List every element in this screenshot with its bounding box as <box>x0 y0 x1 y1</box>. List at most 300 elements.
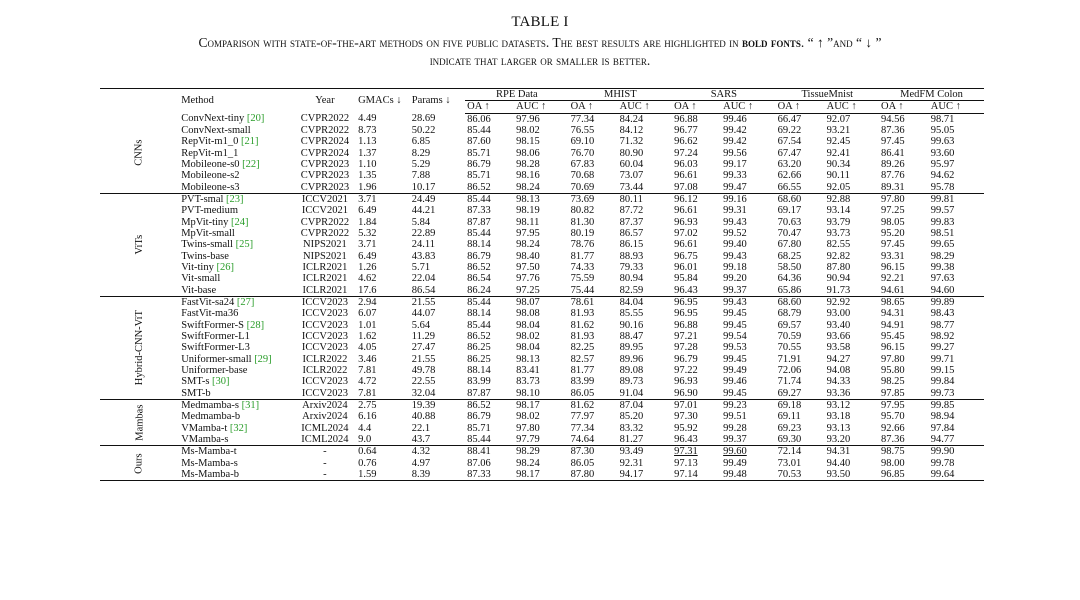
auc-cell: 80.90 <box>619 147 644 159</box>
table-row <box>100 205 984 216</box>
params-cell: 44.21 <box>411 205 436 217</box>
year-cell: CVPR2022 <box>300 124 350 136</box>
auc-cell: 93.58 <box>826 342 851 354</box>
table-row <box>100 469 984 481</box>
oa-cell: 68.60 <box>777 296 802 308</box>
params-cell: 28.69 <box>411 113 436 125</box>
params-cell: 22.1 <box>411 422 431 434</box>
method-name: Medmamba-s <box>181 399 239 411</box>
oa-cell: 71.91 <box>777 353 802 365</box>
oa-cell: 86.54 <box>467 273 491 285</box>
oa-cell: 85.44 <box>467 193 491 205</box>
auc-cell: 82.59 <box>618 285 672 297</box>
oa-cell: 96.95 <box>674 296 698 308</box>
auc-cell: 99.43 <box>723 296 747 308</box>
oa-cell: 96.15 <box>881 342 905 354</box>
oa-cell: 77.34 <box>570 422 595 434</box>
oa-cell: 81.30 <box>570 216 595 228</box>
oa-cell: 87.06 <box>467 457 491 469</box>
citation-link[interactable]: [21] <box>240 136 259 148</box>
auc-cell: 98.10 <box>514 388 568 400</box>
year-cell: ICCV2023 <box>301 319 348 331</box>
params-cell: 5.29 <box>411 158 431 170</box>
method-name: RepVit-m1_0 <box>181 136 239 148</box>
method-cell <box>179 262 294 273</box>
auc-cell: 99.45 <box>723 308 747 320</box>
gmacs-cell: 1.10 <box>358 158 377 170</box>
citation-link[interactable]: [24] <box>231 216 249 228</box>
method-cell <box>179 170 294 181</box>
auc-cell: 97.79 <box>514 434 568 446</box>
auc-cell: 93.18 <box>826 411 851 423</box>
group-label <box>100 193 179 296</box>
oa-cell: 97.31 <box>674 446 698 458</box>
auc-cell: 93.21 <box>826 124 851 136</box>
method-name: Vit-base <box>181 284 217 296</box>
params-cell: 11.29 <box>411 330 436 342</box>
citation-link[interactable]: [31] <box>241 399 260 411</box>
params-cell: 22.04 <box>411 273 436 285</box>
table-row <box>100 308 984 319</box>
oa-cell: 94.91 <box>881 319 905 331</box>
oa-cell: 87.33 <box>465 469 514 481</box>
auc-cell: 93.49 <box>619 446 644 458</box>
auc-cell: 88.47 <box>619 330 644 342</box>
oa-cell: 87.36 <box>881 124 905 136</box>
method-name: Vit-tiny <box>181 261 214 273</box>
method-cell <box>179 388 294 400</box>
header-auc: AUC ↑ <box>721 101 775 113</box>
auc-cell: 99.46 <box>723 376 747 388</box>
auc-cell: 98.07 <box>516 296 540 308</box>
oa-cell: 98.05 <box>881 216 905 228</box>
oa-cell: 83.99 <box>570 376 595 388</box>
gmacs-cell: 8.73 <box>358 124 377 136</box>
auc-cell: 99.81 <box>930 193 955 205</box>
method-name: Medmamba-b <box>181 411 241 423</box>
auc-cell: 92.07 <box>826 113 851 125</box>
method-cell <box>179 399 294 411</box>
table-row <box>100 411 984 422</box>
method-cell <box>179 251 294 262</box>
oa-cell: 65.86 <box>776 285 825 297</box>
oa-cell: 70.68 <box>570 170 595 182</box>
auc-cell: 87.80 <box>826 261 851 273</box>
caption-line-1-suffix: . “ ↑ ”and “ ↓ ” <box>800 35 882 50</box>
method-name: SMT-s <box>181 376 210 388</box>
oa-cell: 86.52 <box>465 182 514 194</box>
oa-cell: 63.20 <box>777 158 802 170</box>
auc-cell: 98.28 <box>516 158 540 170</box>
oa-cell: 86.25 <box>467 342 491 354</box>
auc-cell: 99.60 <box>723 446 747 458</box>
citation-link[interactable]: [26] <box>216 261 234 273</box>
auc-cell: 99.85 <box>930 399 955 411</box>
oa-cell: 69.23 <box>777 422 802 434</box>
citation-link[interactable]: [22] <box>242 158 260 170</box>
oa-cell: 69.22 <box>777 124 802 136</box>
oa-cell: 97.01 <box>674 399 698 411</box>
auc-cell: 92.41 <box>826 147 851 159</box>
oa-cell: 85.44 <box>467 296 491 308</box>
citation-link[interactable]: [27] <box>236 296 255 308</box>
oa-cell: 97.02 <box>674 227 698 239</box>
auc-cell: 97.80 <box>516 422 540 434</box>
table-row <box>100 148 984 159</box>
oa-cell: 95.70 <box>881 411 905 423</box>
auc-cell: 88.93 <box>619 250 644 262</box>
params-cell: 22.89 <box>411 227 436 239</box>
auc-cell: 91.04 <box>618 388 672 400</box>
auc-cell: 99.28 <box>723 422 747 434</box>
params-cell: 24.49 <box>411 193 436 205</box>
gmacs-cell: 7.81 <box>356 388 410 400</box>
oa-cell: 70.47 <box>777 227 802 239</box>
params-cell: 27.47 <box>411 342 436 354</box>
auc-cell: 98.29 <box>930 250 955 262</box>
oa-cell: 96.93 <box>674 216 698 228</box>
params-cell: 32.04 <box>410 388 465 400</box>
gmacs-cell: 1.84 <box>358 216 377 228</box>
oa-cell: 72.14 <box>777 446 802 458</box>
method-name: SwiftFormer-L1 <box>181 330 250 342</box>
gmacs-cell: 3.71 <box>358 239 377 251</box>
auc-cell: 99.52 <box>723 227 747 239</box>
auc-cell: 94.31 <box>826 446 851 458</box>
oa-cell: 96.75 <box>674 250 698 262</box>
auc-cell: 99.20 <box>723 273 747 285</box>
year-cell: ICLR2022 <box>302 364 348 376</box>
citation-link[interactable]: [20] <box>246 113 265 125</box>
auc-cell: 95.78 <box>929 182 984 194</box>
year-cell: NIPS2021 <box>303 250 347 262</box>
auc-cell: 97.95 <box>516 227 540 239</box>
oa-cell: 74.33 <box>570 261 595 273</box>
table-row <box>100 193 984 205</box>
method-cell <box>179 423 294 434</box>
citation-link[interactable]: [29] <box>254 353 272 365</box>
oa-cell: 97.25 <box>881 205 905 217</box>
method-cell <box>179 458 294 469</box>
oa-cell: 96.79 <box>674 353 698 365</box>
auc-cell: 98.02 <box>516 411 540 423</box>
year-cell: - <box>323 446 327 458</box>
table-row <box>100 331 984 342</box>
header-oa: OA ↑ <box>776 101 825 113</box>
auc-cell: 90.34 <box>826 158 851 170</box>
method-cell <box>179 148 294 159</box>
oa-cell: 77.97 <box>570 411 595 423</box>
comparison-table <box>100 88 984 481</box>
table-row <box>100 446 984 458</box>
auc-cell: 90.94 <box>826 273 851 285</box>
oa-cell: 96.61 <box>674 239 698 251</box>
oa-cell: 82.25 <box>570 342 595 354</box>
oa-cell: 69.18 <box>777 399 802 411</box>
params-cell: 43.83 <box>411 250 436 262</box>
oa-cell: 81.77 <box>570 364 595 376</box>
table-row <box>100 159 984 170</box>
auc-cell: 80.11 <box>619 193 643 205</box>
oa-cell: 96.88 <box>674 113 698 125</box>
oa-cell: 97.45 <box>881 136 905 148</box>
oa-cell: 98.25 <box>881 376 905 388</box>
year-cell: CVPR2023 <box>294 182 356 194</box>
group-label <box>100 446 179 481</box>
auc-cell: 94.17 <box>618 469 672 481</box>
auc-cell: 98.04 <box>516 342 540 354</box>
oa-cell: 76.70 <box>570 147 595 159</box>
auc-cell: 99.45 <box>723 319 747 331</box>
oa-cell: 96.85 <box>879 469 929 481</box>
gmacs-cell: 3.71 <box>358 193 377 205</box>
year-cell: NIPS2021 <box>303 239 347 251</box>
oa-cell: 96.90 <box>672 388 721 400</box>
oa-cell: 97.14 <box>672 469 721 481</box>
oa-cell: 95.92 <box>674 422 698 434</box>
auc-cell: 98.94 <box>930 411 955 423</box>
header-dataset: TissueMnist <box>776 89 879 101</box>
table-row <box>100 136 984 147</box>
auc-cell: 98.51 <box>930 227 955 239</box>
method-name: Mobileone-s2 <box>181 170 240 182</box>
method-name: Ms-Mamba-b <box>181 468 239 480</box>
oa-cell: 86.05 <box>569 388 618 400</box>
oa-cell: 81.93 <box>570 330 595 342</box>
oa-cell: 96.15 <box>881 261 905 273</box>
oa-cell: 69.11 <box>777 411 801 423</box>
method-name: MpVit-small <box>181 227 235 239</box>
citation-link[interactable]: [28] <box>246 319 265 331</box>
oa-cell: 85.44 <box>467 319 491 331</box>
oa-cell: 89.26 <box>881 158 905 170</box>
header-dataset: SARS <box>672 89 775 101</box>
group-label-text: Mambas <box>133 404 145 441</box>
header-auc: AUC ↑ <box>618 101 672 113</box>
table-row <box>100 182 984 194</box>
year-cell: ICCV2021 <box>301 205 348 217</box>
year-cell: ICCV2023 <box>301 296 348 308</box>
auc-cell: 99.42 <box>723 124 747 136</box>
oa-cell: 98.75 <box>881 446 905 458</box>
oa-cell: 87.80 <box>569 469 618 481</box>
group-label <box>100 399 179 445</box>
oa-cell: 66.47 <box>777 113 802 125</box>
auc-cell: 94.27 <box>826 353 851 365</box>
oa-cell: 70.53 <box>776 469 825 481</box>
citation-link[interactable]: [23] <box>226 193 244 205</box>
oa-cell: 81.93 <box>570 308 595 320</box>
header-year: Year <box>294 89 356 114</box>
oa-cell: 87.30 <box>570 446 595 458</box>
gmacs-cell: 2.75 <box>358 399 377 411</box>
oa-cell: 67.83 <box>570 158 595 170</box>
auc-cell: 93.60 <box>930 147 955 159</box>
oa-cell: 69.10 <box>570 136 595 148</box>
table-row <box>100 320 984 331</box>
auc-cell: 84.12 <box>619 124 644 136</box>
oa-cell: 98.65 <box>881 296 905 308</box>
gmacs-cell: 4.4 <box>358 422 372 434</box>
oa-cell: 70.69 <box>569 182 618 194</box>
year-cell: Arxiv2024 <box>302 411 348 423</box>
method-name: ConvNext-small <box>181 124 251 136</box>
table-body <box>100 113 984 481</box>
params-cell: 21.55 <box>411 353 436 365</box>
group-label-text: Hybrid-CNN-ViT <box>133 310 145 386</box>
table-label: TABLE I <box>511 14 569 30</box>
header-oa: OA ↑ <box>569 101 618 113</box>
header-row-1 <box>100 89 984 101</box>
auc-cell: 82.55 <box>826 239 851 251</box>
year-cell: ICCV2023 <box>294 388 356 400</box>
citation-link[interactable]: [25] <box>235 239 254 251</box>
citation-link[interactable]: [30] <box>212 376 230 388</box>
auc-cell: 84.04 <box>619 296 644 308</box>
method-name: SwiftFormer-S <box>181 319 244 331</box>
auc-cell: 99.37 <box>721 285 775 297</box>
auc-cell: 95.05 <box>930 124 955 136</box>
gmacs-cell: 1.13 <box>358 136 377 148</box>
oa-cell: 87.87 <box>465 388 514 400</box>
method-cell <box>179 342 294 353</box>
method-cell <box>179 273 294 284</box>
oa-cell: 85.71 <box>467 422 491 434</box>
oa-cell: 67.80 <box>777 239 802 251</box>
table-row <box>100 365 984 376</box>
auc-cell: 87.72 <box>619 205 644 217</box>
auc-cell: 73.07 <box>619 170 644 182</box>
oa-cell: 85.71 <box>467 170 491 182</box>
method-name: Uniformer-base <box>181 364 248 376</box>
auc-cell: 87.37 <box>619 216 644 228</box>
auc-cell: 94.60 <box>929 285 984 297</box>
params-cell: 4.32 <box>411 446 431 458</box>
citation-link[interactable]: [32] <box>229 422 248 434</box>
gmacs-cell: 7.81 <box>358 364 377 376</box>
gmacs-cell: 1.96 <box>356 182 410 194</box>
auc-cell: 99.83 <box>930 216 955 228</box>
table-row <box>100 399 984 411</box>
oa-cell: 85.44 <box>465 434 514 446</box>
year-cell: - <box>323 457 327 469</box>
auc-cell: 86.15 <box>619 239 644 251</box>
method-name: Ms-Mamba-s <box>181 457 238 469</box>
gmacs-cell: 4.62 <box>358 273 377 285</box>
method-cell <box>179 376 294 387</box>
auc-cell: 98.24 <box>514 182 568 194</box>
header-auc: AUC ↑ <box>929 101 984 113</box>
oa-cell: 68.25 <box>777 250 802 262</box>
auc-cell: 93.12 <box>826 399 851 411</box>
auc-cell: 95.97 <box>930 158 955 170</box>
method-cell <box>179 434 294 446</box>
oa-cell: 94.61 <box>879 285 929 297</box>
table-row <box>100 376 984 387</box>
gmacs-cell: 4.72 <box>358 376 377 388</box>
auc-cell: 99.31 <box>723 205 747 217</box>
method-cell <box>179 308 294 319</box>
oa-cell: 69.30 <box>776 434 825 446</box>
auc-cell: 92.31 <box>619 457 644 469</box>
method-cell <box>179 193 294 205</box>
header-oa: OA ↑ <box>879 101 929 113</box>
method-name: Ms-Mamba-t <box>181 446 237 458</box>
method-name: SwiftFormer-L3 <box>181 342 250 354</box>
table-row <box>100 251 984 262</box>
gmacs-cell: 2.94 <box>358 296 377 308</box>
auc-cell: 92.05 <box>825 182 879 194</box>
oa-cell: 92.21 <box>881 273 905 285</box>
gmacs-cell: 9.0 <box>356 434 410 446</box>
auc-cell: 98.17 <box>516 399 540 411</box>
auc-cell: 93.00 <box>826 308 851 320</box>
table-row <box>100 388 984 400</box>
auc-cell: 99.49 <box>723 457 747 469</box>
oa-cell: 96.12 <box>674 193 698 205</box>
method-name: Twins-small <box>181 239 233 251</box>
auc-cell: 93.20 <box>825 434 879 446</box>
oa-cell: 96.43 <box>672 285 721 297</box>
oa-cell: 85.44 <box>467 227 491 239</box>
oa-cell: 94.56 <box>881 113 905 125</box>
auc-cell: 99.38 <box>930 261 955 273</box>
auc-cell: 60.04 <box>619 158 644 170</box>
oa-cell: 81.62 <box>570 399 595 411</box>
method-cell <box>179 182 294 194</box>
auc-cell: 98.06 <box>516 147 540 159</box>
auc-cell: 81.27 <box>618 434 672 446</box>
auc-cell: 99.73 <box>929 388 984 400</box>
auc-cell: 99.15 <box>930 364 955 376</box>
year-cell: ICCV2023 <box>301 342 348 354</box>
method-name: RepVit-m1_1 <box>181 147 239 159</box>
params-cell: 4.97 <box>411 457 431 469</box>
oa-cell: 70.59 <box>777 330 802 342</box>
oa-cell: 72.06 <box>777 364 802 376</box>
oa-cell: 96.62 <box>674 136 698 148</box>
oa-cell: 97.08 <box>672 182 721 194</box>
auc-cell: 97.76 <box>516 273 540 285</box>
header-oa: OA ↑ <box>465 101 514 113</box>
gmacs-cell: 1.62 <box>358 330 377 342</box>
method-name: Mobileone-s3 <box>181 181 240 193</box>
year-cell: - <box>294 469 356 481</box>
table-row <box>100 342 984 353</box>
auc-cell: 93.14 <box>826 205 851 217</box>
oa-cell: 86.05 <box>570 457 595 469</box>
caption-line-1-prefix: Comparison with state-of-the-art methods on five public datasets. The best results are highlighted in <box>198 35 742 50</box>
oa-cell: 97.80 <box>881 193 905 205</box>
auc-cell: 98.19 <box>516 205 540 217</box>
oa-cell: 89.31 <box>879 182 929 194</box>
auc-cell: 99.54 <box>723 330 747 342</box>
oa-cell: 86.06 <box>467 113 491 125</box>
header-gmacs: GMACs ↓ <box>356 89 410 114</box>
oa-cell: 97.21 <box>674 330 698 342</box>
gmacs-cell: 1.59 <box>356 469 410 481</box>
oa-cell: 97.30 <box>674 411 698 423</box>
method-name: FastVit-ma36 <box>181 308 239 320</box>
auc-cell: 98.77 <box>930 319 955 331</box>
group-label-text: CNNs <box>133 139 145 167</box>
gmacs-cell: 4.05 <box>358 342 377 354</box>
gmacs-cell: 6.49 <box>358 250 377 262</box>
auc-cell: 99.17 <box>723 158 747 170</box>
oa-cell: 70.55 <box>777 342 802 354</box>
oa-cell: 76.55 <box>570 124 595 136</box>
oa-cell: 66.55 <box>776 182 825 194</box>
